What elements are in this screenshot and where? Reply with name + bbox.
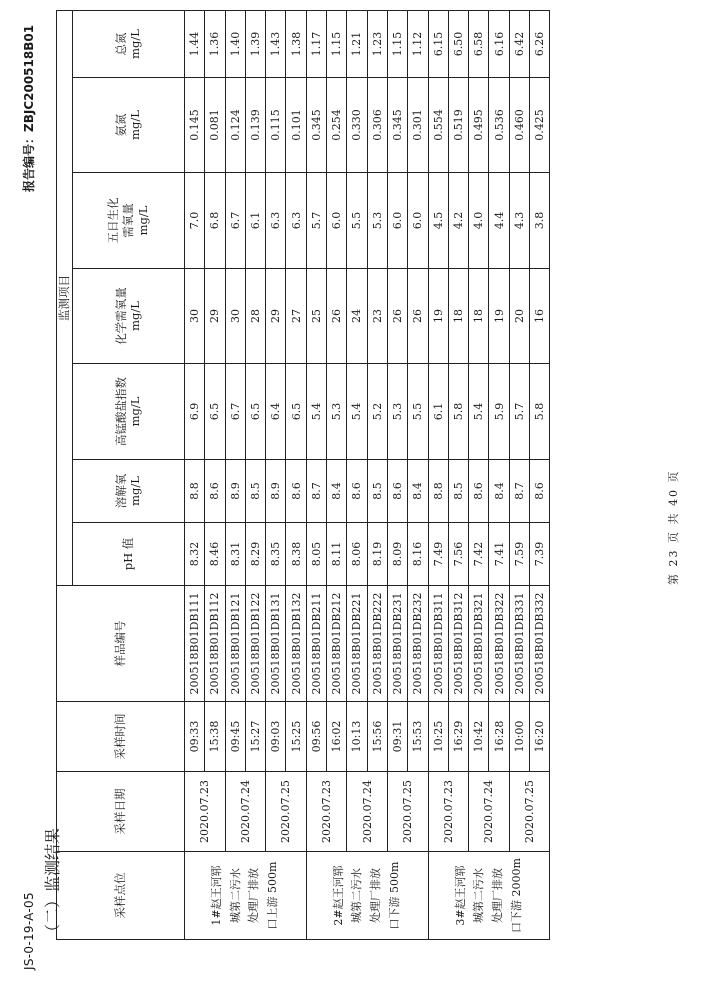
- tn-cell: 1.44: [184, 11, 204, 78]
- bod5-cell: 6.3: [286, 173, 306, 269]
- time-cell: 15:25: [286, 702, 306, 772]
- cod-cell: 26: [387, 269, 407, 364]
- nh3n-cell: 0.139: [245, 78, 265, 173]
- sample-number-cell: 200518B01DB131: [266, 586, 286, 702]
- sample-number-cell: 200518B01DB321: [469, 586, 489, 702]
- tn-cell: 1.15: [387, 11, 407, 78]
- cod-cell: 25: [306, 269, 326, 364]
- header-ammonia-nitrogen: 氨氮 mg/L: [72, 78, 184, 173]
- ph-cell: 8.35: [266, 523, 286, 586]
- cod-cell: 29: [205, 269, 225, 364]
- bod5-cell: 5.3: [367, 173, 387, 269]
- ph-cell: 8.19: [367, 523, 387, 586]
- cod-cell: 30: [225, 269, 245, 364]
- cod-cell: 16: [529, 269, 549, 364]
- do-cell: 8.6: [529, 460, 549, 523]
- nh3n-cell: 0.081: [205, 78, 225, 173]
- ph-cell: 8.11: [327, 523, 347, 586]
- nh3n-cell: 0.425: [529, 78, 549, 173]
- time-cell: 10:42: [469, 702, 489, 772]
- bod5-cell: 5.5: [347, 173, 367, 269]
- header-location: 采样点位: [57, 852, 185, 940]
- sample-number-cell: 200518B01DB222: [367, 586, 387, 702]
- ph-cell: 8.16: [408, 523, 428, 586]
- report-number: 报告编号：ZBJC200518B01: [22, 24, 36, 192]
- date-cell: 2020.07.25: [387, 772, 428, 852]
- codmn-cell: 5.4: [469, 364, 489, 460]
- bod5-cell: 4.4: [489, 173, 509, 269]
- do-cell: 8.4: [489, 460, 509, 523]
- codmn-cell: 6.5: [205, 364, 225, 460]
- codmn-cell: 6.9: [184, 364, 204, 460]
- time-cell: 16:02: [327, 702, 347, 772]
- time-cell: 10:13: [347, 702, 367, 772]
- ph-cell: 8.05: [306, 523, 326, 586]
- tn-cell: 1.38: [286, 11, 306, 78]
- do-cell: 8.5: [367, 460, 387, 523]
- tn-cell: 6.58: [469, 11, 489, 78]
- cod-cell: 26: [327, 269, 347, 364]
- time-cell: 09:45: [225, 702, 245, 772]
- codmn-cell: 5.5: [408, 364, 428, 460]
- codmn-cell: 5.7: [509, 364, 529, 460]
- sample-number-cell: 200518B01DB121: [225, 586, 245, 702]
- tn-cell: 6.16: [489, 11, 509, 78]
- sample-number-cell: 200518B01DB311: [428, 586, 448, 702]
- table-row: [184, 11, 204, 940]
- ph-cell: 8.06: [347, 523, 367, 586]
- time-cell: 15:53: [408, 702, 428, 772]
- ph-cell: 7.59: [509, 523, 529, 586]
- sample-number-cell: 200518B01DB112: [205, 586, 225, 702]
- nh3n-cell: 0.101: [286, 78, 306, 173]
- time-cell: 15:27: [245, 702, 265, 772]
- ph-cell: 8.29: [245, 523, 265, 586]
- cod-cell: 27: [286, 269, 306, 364]
- table-row: [387, 11, 407, 940]
- tn-cell: 1.23: [367, 11, 387, 78]
- time-cell: 09:31: [387, 702, 407, 772]
- header-date: 采样日期: [57, 772, 185, 852]
- location-cell: 1#赵王河郓 城第二污水 处理厂排放 口上游 500m: [184, 852, 306, 940]
- bod5-cell: 6.0: [387, 173, 407, 269]
- sample-number-cell: 200518B01DB221: [347, 586, 367, 702]
- do-cell: 8.8: [428, 460, 448, 523]
- cod-cell: 19: [428, 269, 448, 364]
- ph-cell: 8.46: [205, 523, 225, 586]
- nh3n-cell: 0.460: [509, 78, 529, 173]
- codmn-cell: 5.8: [448, 364, 468, 460]
- section-title: （二）监测结果: [43, 827, 62, 940]
- time-cell: 10:00: [509, 702, 529, 772]
- do-cell: 8.5: [245, 460, 265, 523]
- header-sample-no: 样品编号: [57, 586, 185, 702]
- table-body: [184, 11, 549, 940]
- codmn-cell: 6.7: [225, 364, 245, 460]
- bod5-cell: 6.7: [225, 173, 245, 269]
- nh3n-cell: 0.495: [469, 78, 489, 173]
- bod5-cell: 3.8: [529, 173, 549, 269]
- table-row: [509, 11, 529, 940]
- sample-number-cell: 200518B01DB312: [448, 586, 468, 702]
- cod-cell: 20: [509, 269, 529, 364]
- codmn-cell: 6.4: [266, 364, 286, 460]
- cod-cell: 19: [489, 269, 509, 364]
- time-cell: 15:38: [205, 702, 225, 772]
- cod-cell: 24: [347, 269, 367, 364]
- cod-cell: 28: [245, 269, 265, 364]
- location-cell: 2#赵王河郓 城第二污水 处理厂排放 口下游 500m: [306, 852, 428, 940]
- date-cell: 2020.07.25: [266, 772, 307, 852]
- cod-cell: 29: [266, 269, 286, 364]
- ph-cell: 8.31: [225, 523, 245, 586]
- time-cell: 16:20: [529, 702, 549, 772]
- sample-number-cell: 200518B01DB122: [245, 586, 265, 702]
- codmn-cell: 5.3: [387, 364, 407, 460]
- time-cell: 15:56: [367, 702, 387, 772]
- nh3n-cell: 0.330: [347, 78, 367, 173]
- codmn-cell: 5.9: [489, 364, 509, 460]
- codmn-cell: 6.5: [245, 364, 265, 460]
- nh3n-cell: 0.115: [266, 78, 286, 173]
- sample-number-cell: 200518B01DB231: [387, 586, 407, 702]
- sample-number-cell: 200518B01DB132: [286, 586, 306, 702]
- do-cell: 8.6: [387, 460, 407, 523]
- date-cell: 2020.07.24: [225, 772, 266, 852]
- nh3n-cell: 0.536: [489, 78, 509, 173]
- table-row: [469, 11, 489, 940]
- tn-cell: 1.17: [306, 11, 326, 78]
- cod-cell: 30: [184, 269, 204, 364]
- bod5-cell: 6.0: [408, 173, 428, 269]
- nh3n-cell: 0.554: [428, 78, 448, 173]
- sample-number-cell: 200518B01DB211: [306, 586, 326, 702]
- time-cell: 10:25: [428, 702, 448, 772]
- nh3n-cell: 0.519: [448, 78, 468, 173]
- table-row: [225, 11, 245, 940]
- nh3n-cell: 0.124: [225, 78, 245, 173]
- bod5-cell: 6.0: [327, 173, 347, 269]
- do-cell: 8.6: [286, 460, 306, 523]
- header-monitoring-items: 监测项目: [57, 11, 73, 586]
- do-cell: 8.7: [509, 460, 529, 523]
- table-row: [347, 11, 367, 940]
- cod-cell: 18: [469, 269, 489, 364]
- tn-cell: 6.50: [448, 11, 468, 78]
- time-cell: 09:33: [184, 702, 204, 772]
- ph-cell: 7.41: [489, 523, 509, 586]
- codmn-cell: 6.1: [428, 364, 448, 460]
- cod-cell: 18: [448, 269, 468, 364]
- sample-number-cell: 200518B01DB111: [184, 586, 204, 702]
- bod5-cell: 4.5: [428, 173, 448, 269]
- table-row: [266, 11, 286, 940]
- date-cell: 2020.07.25: [509, 772, 550, 852]
- bod5-cell: 6.3: [266, 173, 286, 269]
- nh3n-cell: 0.345: [387, 78, 407, 173]
- bod5-cell: 6.1: [245, 173, 265, 269]
- header-time: 采样时间: [57, 702, 185, 772]
- nh3n-cell: 0.145: [184, 78, 204, 173]
- codmn-cell: 5.4: [306, 364, 326, 460]
- do-cell: 8.4: [327, 460, 347, 523]
- do-cell: 8.8: [184, 460, 204, 523]
- tn-cell: 1.43: [266, 11, 286, 78]
- ph-cell: 8.32: [184, 523, 204, 586]
- tn-cell: 6.15: [428, 11, 448, 78]
- ph-cell: 7.49: [428, 523, 448, 586]
- tn-cell: 1.12: [408, 11, 428, 78]
- header-permanganate-index: 高锰酸盐指数 mg/L: [72, 364, 184, 460]
- do-cell: 8.9: [225, 460, 245, 523]
- codmn-cell: 5.4: [347, 364, 367, 460]
- codmn-cell: 5.2: [367, 364, 387, 460]
- ph-cell: 7.42: [469, 523, 489, 586]
- sample-number-cell: 200518B01DB332: [529, 586, 549, 702]
- date-cell: 2020.07.23: [428, 772, 469, 852]
- do-cell: 8.6: [205, 460, 225, 523]
- tn-cell: 1.39: [245, 11, 265, 78]
- bod5-cell: 7.0: [184, 173, 204, 269]
- nh3n-cell: 0.306: [367, 78, 387, 173]
- table-row: [428, 11, 448, 940]
- document-code: JS-0-19-A-05: [22, 892, 36, 970]
- tn-cell: 6.42: [509, 11, 529, 78]
- cod-cell: 23: [367, 269, 387, 364]
- bod5-cell: 4.0: [469, 173, 489, 269]
- do-cell: 8.6: [469, 460, 489, 523]
- time-cell: 09:03: [266, 702, 286, 772]
- bod5-cell: 4.2: [448, 173, 468, 269]
- tn-cell: 1.15: [327, 11, 347, 78]
- location-cell: 3#赵王河郓 城第二污水 处理厂排放 口下游 2000m: [428, 852, 550, 940]
- bod5-cell: 6.8: [205, 173, 225, 269]
- ph-cell: 8.38: [286, 523, 306, 586]
- time-cell: 16:28: [489, 702, 509, 772]
- bod5-cell: 4.3: [509, 173, 529, 269]
- codmn-cell: 5.3: [327, 364, 347, 460]
- cod-cell: 26: [408, 269, 428, 364]
- nh3n-cell: 0.254: [327, 78, 347, 173]
- header-dissolved-oxygen: 溶解氧 mg/L: [72, 460, 184, 523]
- date-cell: 2020.07.23: [306, 772, 347, 852]
- sample-number-cell: 200518B01DB212: [327, 586, 347, 702]
- date-cell: 2020.07.24: [347, 772, 388, 852]
- table-row: [306, 11, 326, 940]
- do-cell: 8.7: [306, 460, 326, 523]
- time-cell: 09:56: [306, 702, 326, 772]
- codmn-cell: 6.5: [286, 364, 306, 460]
- ph-cell: 7.39: [529, 523, 549, 586]
- results-table: [56, 10, 550, 940]
- do-cell: 8.5: [448, 460, 468, 523]
- ph-cell: 7.56: [448, 523, 468, 586]
- page-footer: 第 23 页 共 40 页: [667, 469, 680, 585]
- header-bod5: 五日生化 需氧量 mg/L: [72, 173, 184, 269]
- date-cell: 2020.07.24: [469, 772, 510, 852]
- do-cell: 8.9: [266, 460, 286, 523]
- bod5-cell: 5.7: [306, 173, 326, 269]
- nh3n-cell: 0.345: [306, 78, 326, 173]
- sample-number-cell: 200518B01DB322: [489, 586, 509, 702]
- ph-cell: 8.09: [387, 523, 407, 586]
- tn-cell: 1.36: [205, 11, 225, 78]
- header-ph: pH 值: [72, 523, 184, 586]
- do-cell: 8.4: [408, 460, 428, 523]
- sample-number-cell: 200518B01DB331: [509, 586, 529, 702]
- time-cell: 16:29: [448, 702, 468, 772]
- tn-cell: 1.21: [347, 11, 367, 78]
- do-cell: 8.6: [347, 460, 367, 523]
- header-cod: 化学需氧量 mg/L: [72, 269, 184, 364]
- codmn-cell: 5.8: [529, 364, 549, 460]
- sample-number-cell: 200518B01DB232: [408, 586, 428, 702]
- tn-cell: 6.26: [529, 11, 549, 78]
- tn-cell: 1.40: [225, 11, 245, 78]
- nh3n-cell: 0.301: [408, 78, 428, 173]
- date-cell: 2020.07.23: [184, 772, 225, 852]
- header-total-nitrogen: 总氮 mg/L: [72, 11, 184, 78]
